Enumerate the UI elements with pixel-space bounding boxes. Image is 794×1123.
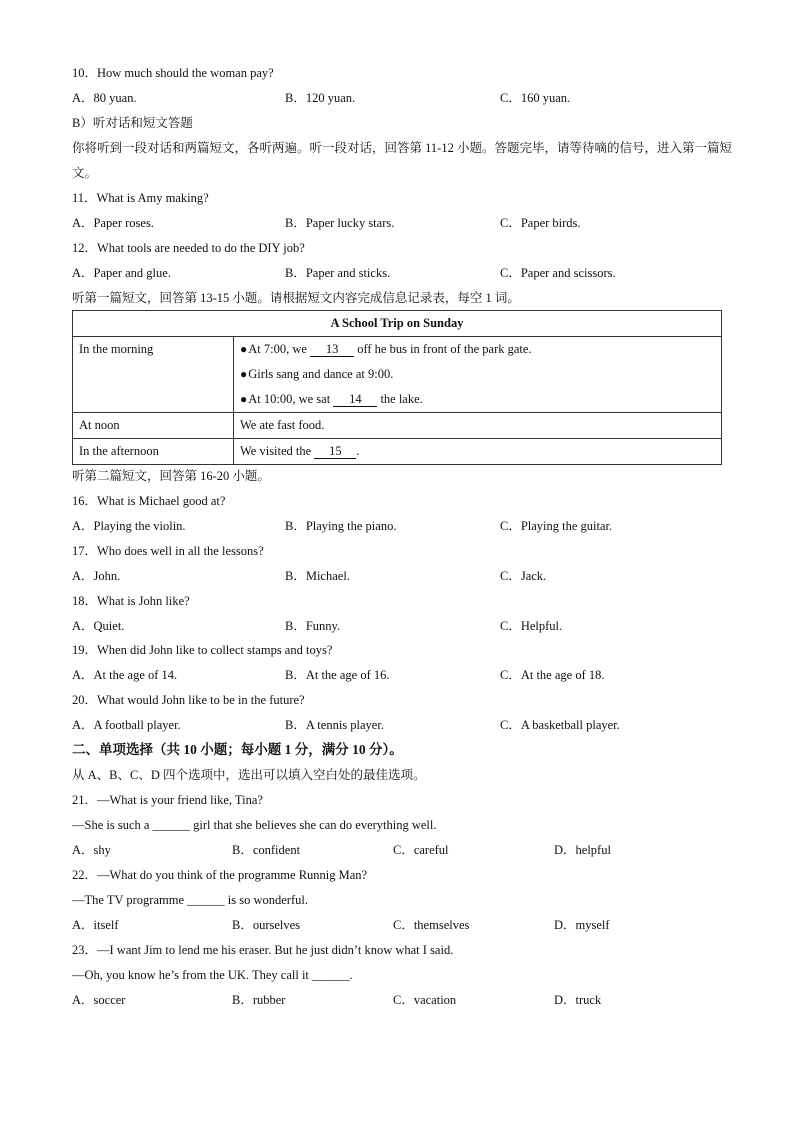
morning-line-3: ●At 10:00, we sat 14 the lake. <box>240 392 423 406</box>
table-title: A School Trip on Sunday <box>73 311 722 337</box>
row-content-morning <box>234 337 722 413</box>
question-12-option-a: A．Paper and glue. <box>72 266 171 280</box>
question-22-option-b: B．ourselves <box>232 918 301 932</box>
question-20-option-c: C．A basketball player. <box>500 718 620 732</box>
question-18-option-a: A．Quiet. <box>72 619 125 633</box>
passage-1-instructions: 听第一篇短文，回答第 13-15 小题。请根据短文内容完成信息记录表，每空 1 词。 <box>72 291 520 305</box>
question-23-line-2: —Oh, you know he’s from the UK. They call it ______. <box>72 968 353 982</box>
question-17-stem: 17．Who does well in all the lessons? <box>72 544 264 558</box>
question-17-option-a: A．John. <box>72 569 121 583</box>
question-10-option-b: B．120 yuan. <box>285 91 356 105</box>
question-20-option-a: A．A football player. <box>72 718 181 732</box>
question-18-option-b: B．Funny. <box>285 619 341 633</box>
question-22-option-d: D．myself <box>554 918 610 932</box>
question-20-option-b: B．A tennis player. <box>285 718 384 732</box>
part-2-instructions: 从 A、B、C、D 四个选项中，选出可以填入空白处的最佳选项。 <box>72 768 426 782</box>
question-17-option-b: B．Michael. <box>285 569 350 583</box>
question-19-option-c: C．At the age of 18. <box>500 668 605 682</box>
question-21-option-a: A．shy <box>72 843 111 857</box>
question-22-option-a: A．itself <box>72 918 119 932</box>
question-21-option-d: D．helpful <box>554 843 611 857</box>
question-10-option-c: C．160 yuan. <box>500 91 571 105</box>
part-2-title: 二、单项选择（共 10 小题；每小题 1 分，满分 10 分）。 <box>72 742 403 757</box>
question-17-option-c: C．Jack. <box>500 569 547 583</box>
passage-2-instructions: 听第二篇短文，回答第 16-20 小题。 <box>72 469 270 483</box>
question-23-option-d: D．truck <box>554 993 602 1007</box>
question-19-stem: 19．When did John like to collect stamps and toys? <box>72 643 333 657</box>
bullet-icon: ● <box>240 367 248 381</box>
blank-15[interactable]: 15 <box>314 444 356 459</box>
question-21-option-c: C．careful <box>393 843 449 857</box>
row-content-noon: We ate fast food. <box>234 413 722 439</box>
question-20-stem: 20．What would John like to be in the future? <box>72 693 305 707</box>
question-12-option-c: C．Paper and scissors. <box>500 266 616 280</box>
row-label-noon: At noon <box>73 413 234 439</box>
question-22-option-c: C．themselves <box>393 918 470 932</box>
question-22-line-2: —The TV programme ______ is so wonderful. <box>72 893 308 907</box>
question-21-line-1: 21．—What is your friend like, Tina? <box>72 793 263 807</box>
question-18-option-c: C．Helpful. <box>500 619 563 633</box>
row-label-morning: In the morning <box>73 337 234 413</box>
question-11-stem: 11．What is Amy making? <box>72 191 209 205</box>
info-record-table <box>72 310 722 465</box>
morning-line-2: ●Girls sang and dance at 9:00. <box>240 367 394 381</box>
question-11-option-a: A．Paper roses. <box>72 216 154 230</box>
question-10-option-a: A．80 yuan. <box>72 91 137 105</box>
bullet-icon: ● <box>240 392 248 406</box>
section-b-instructions: 你将听到一段对话和两篇短文，各听两遍。听一段对话，回答第 11-12 小题。答题完毕，请等待嘀的信号，进入第一篇短文。 <box>72 141 732 180</box>
blank-14[interactable]: 14 <box>333 392 377 407</box>
question-16-option-a: A．Playing the violin. <box>72 519 186 533</box>
question-19-option-a: A．At the age of 14. <box>72 668 178 682</box>
question-23-option-c: C．vacation <box>393 993 457 1007</box>
question-22-line-1: 22．—What do you think of the programme Runnig Man? <box>72 868 368 882</box>
question-10-stem: 10．How much should the woman pay? <box>72 66 274 80</box>
question-12-stem: 12．What tools are needed to do the DIY job? <box>72 241 305 255</box>
question-16-option-c: C．Playing the guitar. <box>500 519 613 533</box>
section-b-title: B）听对话和短文答题 <box>72 116 193 130</box>
question-21-option-b: B．confident <box>232 843 301 857</box>
row-label-afternoon: In the afternoon <box>73 439 234 465</box>
question-16-stem: 16．What is Michael good at? <box>72 494 226 508</box>
question-21-line-2: —She is such a ______ girl that she believes she can do everything well. <box>72 818 437 832</box>
question-12-option-b: B．Paper and sticks. <box>285 266 391 280</box>
bullet-icon: ● <box>240 342 248 356</box>
blank-13[interactable]: 13 <box>310 342 354 357</box>
question-18-stem: 18．What is John like? <box>72 594 190 608</box>
question-16-option-b: B．Playing the piano. <box>285 519 397 533</box>
question-23-option-a: A．soccer <box>72 993 126 1007</box>
question-23-line-1: 23．—I want Jim to lend me his eraser. But he just didn’t know what I said. <box>72 943 454 957</box>
question-11-option-c: C．Paper birds. <box>500 216 581 230</box>
question-23-option-b: B．rubber <box>232 993 286 1007</box>
question-19-option-b: B．At the age of 16. <box>285 668 390 682</box>
morning-line-1: ●At 7:00, we 13 off he bus in front of the park gate. <box>240 342 532 356</box>
question-11-option-b: B．Paper lucky stars. <box>285 216 395 230</box>
row-content-afternoon: We visited the 15 . <box>234 439 722 465</box>
